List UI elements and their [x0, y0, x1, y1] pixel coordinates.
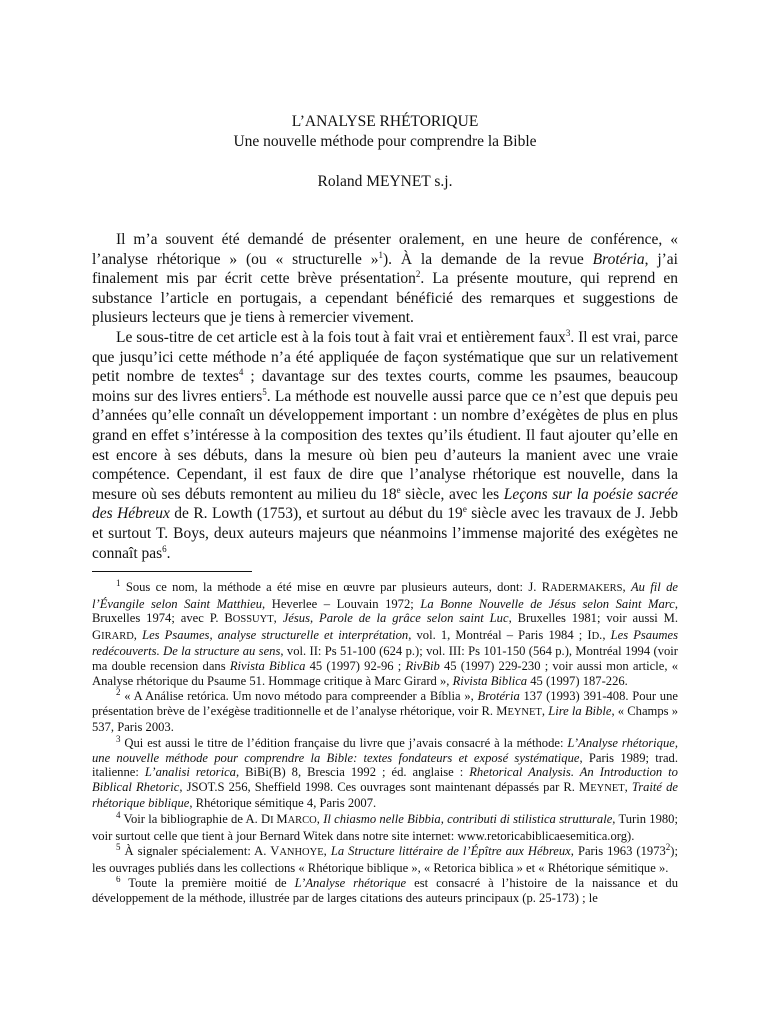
footnote-ref-5[interactable]: 5	[262, 386, 267, 397]
footnote-4: $^4$ Voir la bibliographie de A. DI MARCO, Il chiasmo nelle Bibbia, contributi di stilistica strutturale, Turin 1980; voir surtout celle que tient à jour Bernard Witek dans notre site internet: www.retoricabiblicaesemitica.org).	[92, 809, 678, 843]
footnote-number: 5	[116, 842, 121, 852]
document-subtitle: Une nouvelle méthode pour comprendre la Bible	[233, 133, 537, 150]
footnote-number: 3	[116, 733, 121, 744]
body-text	[92, 230, 678, 563]
document-page	[92, 112, 678, 905]
footnote-5: $^5$ À signaler spécialement: A. VANHOYE, La Structure littéraire de l’Épître aux Hébreux, Paris 1963 (1973$^2$); les ouvrages publiés dans les collections « Rhétorique biblique », « Retorica biblica » et « Rhétorique sémitique ».	[92, 842, 678, 875]
footnote-ref-2[interactable]: 2	[415, 269, 421, 280]
footnote-number: 2	[116, 687, 121, 698]
footnote-number: 1	[116, 577, 121, 588]
footnote-number: 4	[116, 809, 121, 820]
journal-name: Brotéria	[592, 250, 645, 268]
footnote-separator	[92, 571, 252, 572]
footnote-number: 6	[116, 876, 121, 885]
footnotes	[92, 577, 679, 905]
document-header	[92, 112, 678, 192]
paragraph-1: Il m’a souvent été demandé de présenter oralement, en une heure de conférence, « l’analyse rhétorique » (ou « structurelle »$^1$). À la demande de la revue Brotéria, j’ai finalement mis par écrit cette brève présentation$^2$. La présente mouture, qui reprend en substance l’article en portugais, a cependant bénéficié des remarques et suggestions de plusieurs lecteurs que je tiens à remercier vivement.	[92, 231, 678, 327]
ordinal-suffix: e	[462, 504, 467, 515]
paragraph-2: Le sous-titre de cet article est à la fois tout à fait vrai et entièrement faux$^3$. Il est vrai, parce que jusqu’ici cette méthode n’a été appliquée de façon systématique que sur un relativement petit nombre de textes$^4$ ; davantage sur des textes courts, comme les psaumes, beaucoup moins sur des livres entiers$^5$. La méthode est nouvelle aussi parce que ce n’est que depuis peu d’années qu’elle connaît un développement important : un nombre d’exégètes de plus en plus grand en effet s’intéresse à la composition des textes qu’ils étudient. Il faut ajouter qu’elle en est encore à ses débuts, dans la mesure où bien peu d’auteurs la manient avec une vraie compétence. Cependant, il est faux de dire que l’analyse rhétorique est nouvelle, dans la mesure où ses débuts remontent au milieu du 18e siècle, avec les Leçons sur la poésie sacrée des Hébreux de R. Lowth (1753), et surtout au début du 19e siècle avec les travaux de J. Jebb et surtout T. Boys, deux auteurs majeurs que néanmoins l’immense majorité des exégètes ne connaît pas$^6$.	[92, 327, 679, 562]
book-title: Leçons sur la poésie sacrée des Hébreux	[92, 485, 679, 523]
footnote-ref-6[interactable]: 6	[162, 543, 167, 554]
footnote-3: $^3$ Qui est aussi le titre de l’édition française du livre que j’avais consacré à la méthode: L’Analyse rhétorique, une nouvelle méthode pour comprendre la Bible: textes fondateurs et exposé systématique, Paris 1989; trad. italienne: L’analisi retorica, BiBi(B) 8, Brescia 1992 ; éd. anglaise : Rhetorical Analysis. An Introduction to Biblical Rhetoric, JSOT.S 256, Sheffield 1998. Ces ouvrages sont maintenant dépassés par R. MEYNET, Traité de rhétorique biblique, Rhétorique sémitique 4, Paris 2007.	[92, 733, 679, 811]
footnote-ref-1[interactable]: 1	[378, 249, 383, 260]
footnote-2: $^2$ « A Análise retórica. Um novo método para compreender a Bíblia », Brotéria 137 (1993) 391-408. Pour une présentation brève de l’exégèse traditionnelle et de l’analyse rhétorique, voir R. MEYNET, Lire la Bible, « Champs » 537, Paris 2003.	[92, 687, 679, 735]
footnote-ref-3[interactable]: 3	[565, 327, 571, 338]
ordinal-suffix: e	[396, 484, 401, 495]
edition-number: 2	[665, 842, 671, 852]
document-author: Roland MEYNET s.j.	[317, 173, 453, 190]
footnote-ref-4[interactable]: 4	[238, 367, 244, 377]
document-title: L’ANALYSE RHÉTORIQUE	[291, 113, 479, 130]
footnote-6: $^6$ Toute la première moitié de L’Analyse rhétorique est consacré à l’histoire de la naissance et du développement de la méthode, illustrée par de larges citations des auteurs principaux (p. 25-173) ; le	[92, 876, 678, 905]
footnote-1: $^1$ Sous ce nom, la méthode a été mise en œuvre par plusieurs auteurs, dont: J. RADERMAKERS, Au fil de l’Évangile selon Saint Matthieu, Heverlee – Louvain 1972; La Bonne Nouvelle de Jésus selon Saint Marc, Bruxelles 1974; avec P. BOSSUYT, Jésus, Parole de la grâce selon saint Luc, Bruxelles 1981; voir aussi M. GIRARD, Les Psaumes, analyse structurelle et interprétation, vol. 1, Montréal – Paris 1984 ; ID., Les Psaumes redécouverts. De la structure au sens, vol. II: Ps 51-100 (624 p.); vol. III: Ps 101-150 (564 p.), Montréal 1994 (voir ma double recension dans Rivista Biblica 45 (1997) 92-96 ; RivBib 45 (1997) 229-230 ; voir aussi mon article, « Analyse rhétorique du Psaume 51. Hommage critique à Marc Girard », Rivista Biblica 45 (1997) 187-226.	[92, 577, 679, 688]
